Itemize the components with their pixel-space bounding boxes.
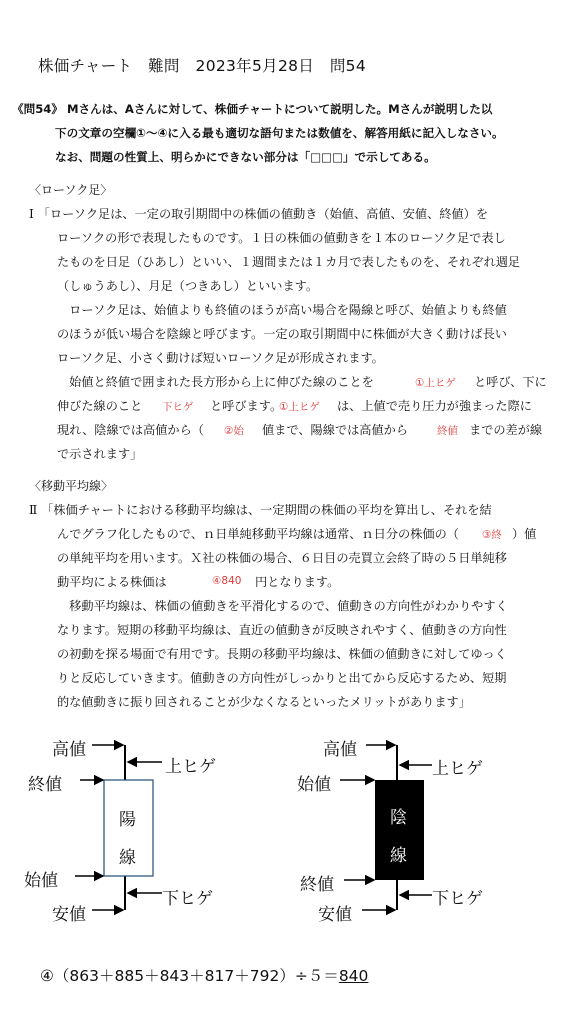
s1-line-10b: 値まで、陽線では高値から	[262, 423, 409, 437]
s2-line-5: 移動平均線は、株価の値動きを平滑化するので、値動きの方向性がわかりやすく	[57, 599, 508, 613]
s1-line-9a: 伸びた線のこと	[57, 399, 143, 413]
yosen-label-close: 終値	[28, 775, 62, 795]
s1-line-7: ローソク足、小さく動けば短いローソク足が形成されます。	[57, 351, 384, 365]
insen-label-low: 安値	[318, 905, 352, 925]
section-header-moving-average: 〈移動平均線〉	[29, 479, 114, 493]
s1-line-9b: と呼びます。	[210, 399, 283, 413]
s1-line-6: のほうが低い場合を陰線と呼びます。一定の取引期間中に株価が大きく動けば長い	[57, 327, 507, 341]
s1-line-11: で示されます」	[57, 447, 143, 461]
section-header-candlestick: 〈ローソク足〉	[29, 183, 113, 197]
s2-line-2a: んでグラフ化したもので、ｎ日単純移動平均線は通常、ｎ日分の株価の（	[57, 527, 459, 541]
s2-line-1: Ⅱ 「株価チャートにおける移動平均線は、一定期間の株価の平均を算出し、それを結	[29, 503, 492, 517]
answer-4: ④840	[212, 575, 242, 587]
insen-label-high: 高値	[323, 740, 357, 760]
answer-lower-wick: 下ヒゲ	[162, 401, 194, 413]
s1-line-1: Ⅰ 「ローソク足は、一定の取引期間中の株価の値動き（始値、高値、安値、終値）を	[29, 207, 489, 221]
s1-line-8b: と呼び、下に	[474, 375, 547, 389]
yosen-label-low: 安値	[52, 905, 86, 925]
yosen-label-high: 高値	[52, 740, 86, 760]
insen-label-upper-wick: 上ヒゲ	[432, 759, 483, 779]
insen-label-open: 始値	[297, 775, 331, 795]
insen-body-text-1: 陰	[390, 808, 407, 828]
insen-label-lower-wick: 下ヒゲ	[432, 889, 483, 909]
s1-line-9c: は、上値で売り圧力が強まった際に	[337, 399, 532, 413]
s2-line-9: 的な値動きに振り回されることが少なくなるといったメリットがあります」	[57, 695, 471, 709]
question-line-1: 《問54》 Mさんは、Aさんに対して、株価チャートについて説明した。Mさんが説明した以	[12, 102, 493, 116]
s1-line-3: たものを日足（ひあし）といい、１週間または１カ月で表したものを、それぞれ週足	[57, 255, 521, 269]
s2-line-8: りと反応していきます。値動きの方向性がしっかりと出てから反応するため、短期	[57, 671, 507, 685]
s2-line-6: なります。短期の移動平均線は、直近の値動きが反映されやすく、値動きの方向性	[57, 623, 507, 637]
answer-formula	[40, 964, 368, 986]
s1-line-2: ローソクの形で表現したものです。１日の株価の値動きを１本のローソク足で表し	[57, 231, 506, 245]
s2-line-3: の単純平均を用います。Ｘ社の株価の場合、６日目の売買立会終了時の５日単純移	[57, 551, 507, 565]
s2-line-7: の初動を探る場面で有用です。長期の移動平均線は、株価の値動きに対してゆっく	[57, 647, 507, 661]
yosen-label-lower-wick: 下ヒゲ	[162, 889, 213, 909]
question-line-2: 下の文章の空欄①～④に入る最も適切な語句または数値を、解答用紙に記入しなさい。	[55, 126, 504, 140]
question-line-3: なお、問題の性質上、明らかにできない部分は「□□□」で示してある。	[55, 150, 436, 164]
answer-1-repeat: ①上ヒゲ	[279, 401, 320, 413]
formula-expression: ④（863＋885＋843＋817＋792）÷５＝	[40, 967, 339, 985]
answer-1: ①上ヒゲ	[415, 377, 456, 389]
yosen-body-text-1: 陽	[119, 810, 136, 830]
answer-3: ③終	[482, 529, 502, 541]
s1-line-8a: 始値と終値で囲まれた長方形から上に伸びた線のことを	[57, 375, 374, 389]
formula-answer: 840	[338, 967, 369, 985]
s1-line-4: （しゅうあし）、月足（つきあし）といいます。	[57, 279, 319, 293]
yosen-body-text-2: 線	[119, 848, 136, 868]
s1-line-10c: までの差が線	[469, 423, 543, 437]
s2-line-4b: 円となります。	[255, 575, 340, 589]
s2-line-2b: ）値	[512, 527, 537, 541]
s1-line-10a: 現れ、陰線では高値から（	[57, 423, 204, 437]
s2-line-4a: 動平均による株価は	[57, 575, 167, 589]
insen-body-text-2: 線	[390, 846, 407, 866]
insen-label-close: 終値	[300, 875, 334, 895]
answer-close: 終値	[437, 425, 458, 437]
answer-2: ②始	[224, 425, 244, 437]
insen-candle	[340, 745, 432, 910]
s1-line-5: ローソク足は、始値よりも終値のほうが高い場合を陽線と呼び、始値よりも終値	[57, 303, 507, 317]
page-title: 株価チャート 難問 2023年5月28日 問54	[38, 57, 366, 75]
yosen-label-upper-wick: 上ヒゲ	[165, 757, 216, 777]
yosen-label-open: 始値	[24, 871, 58, 891]
